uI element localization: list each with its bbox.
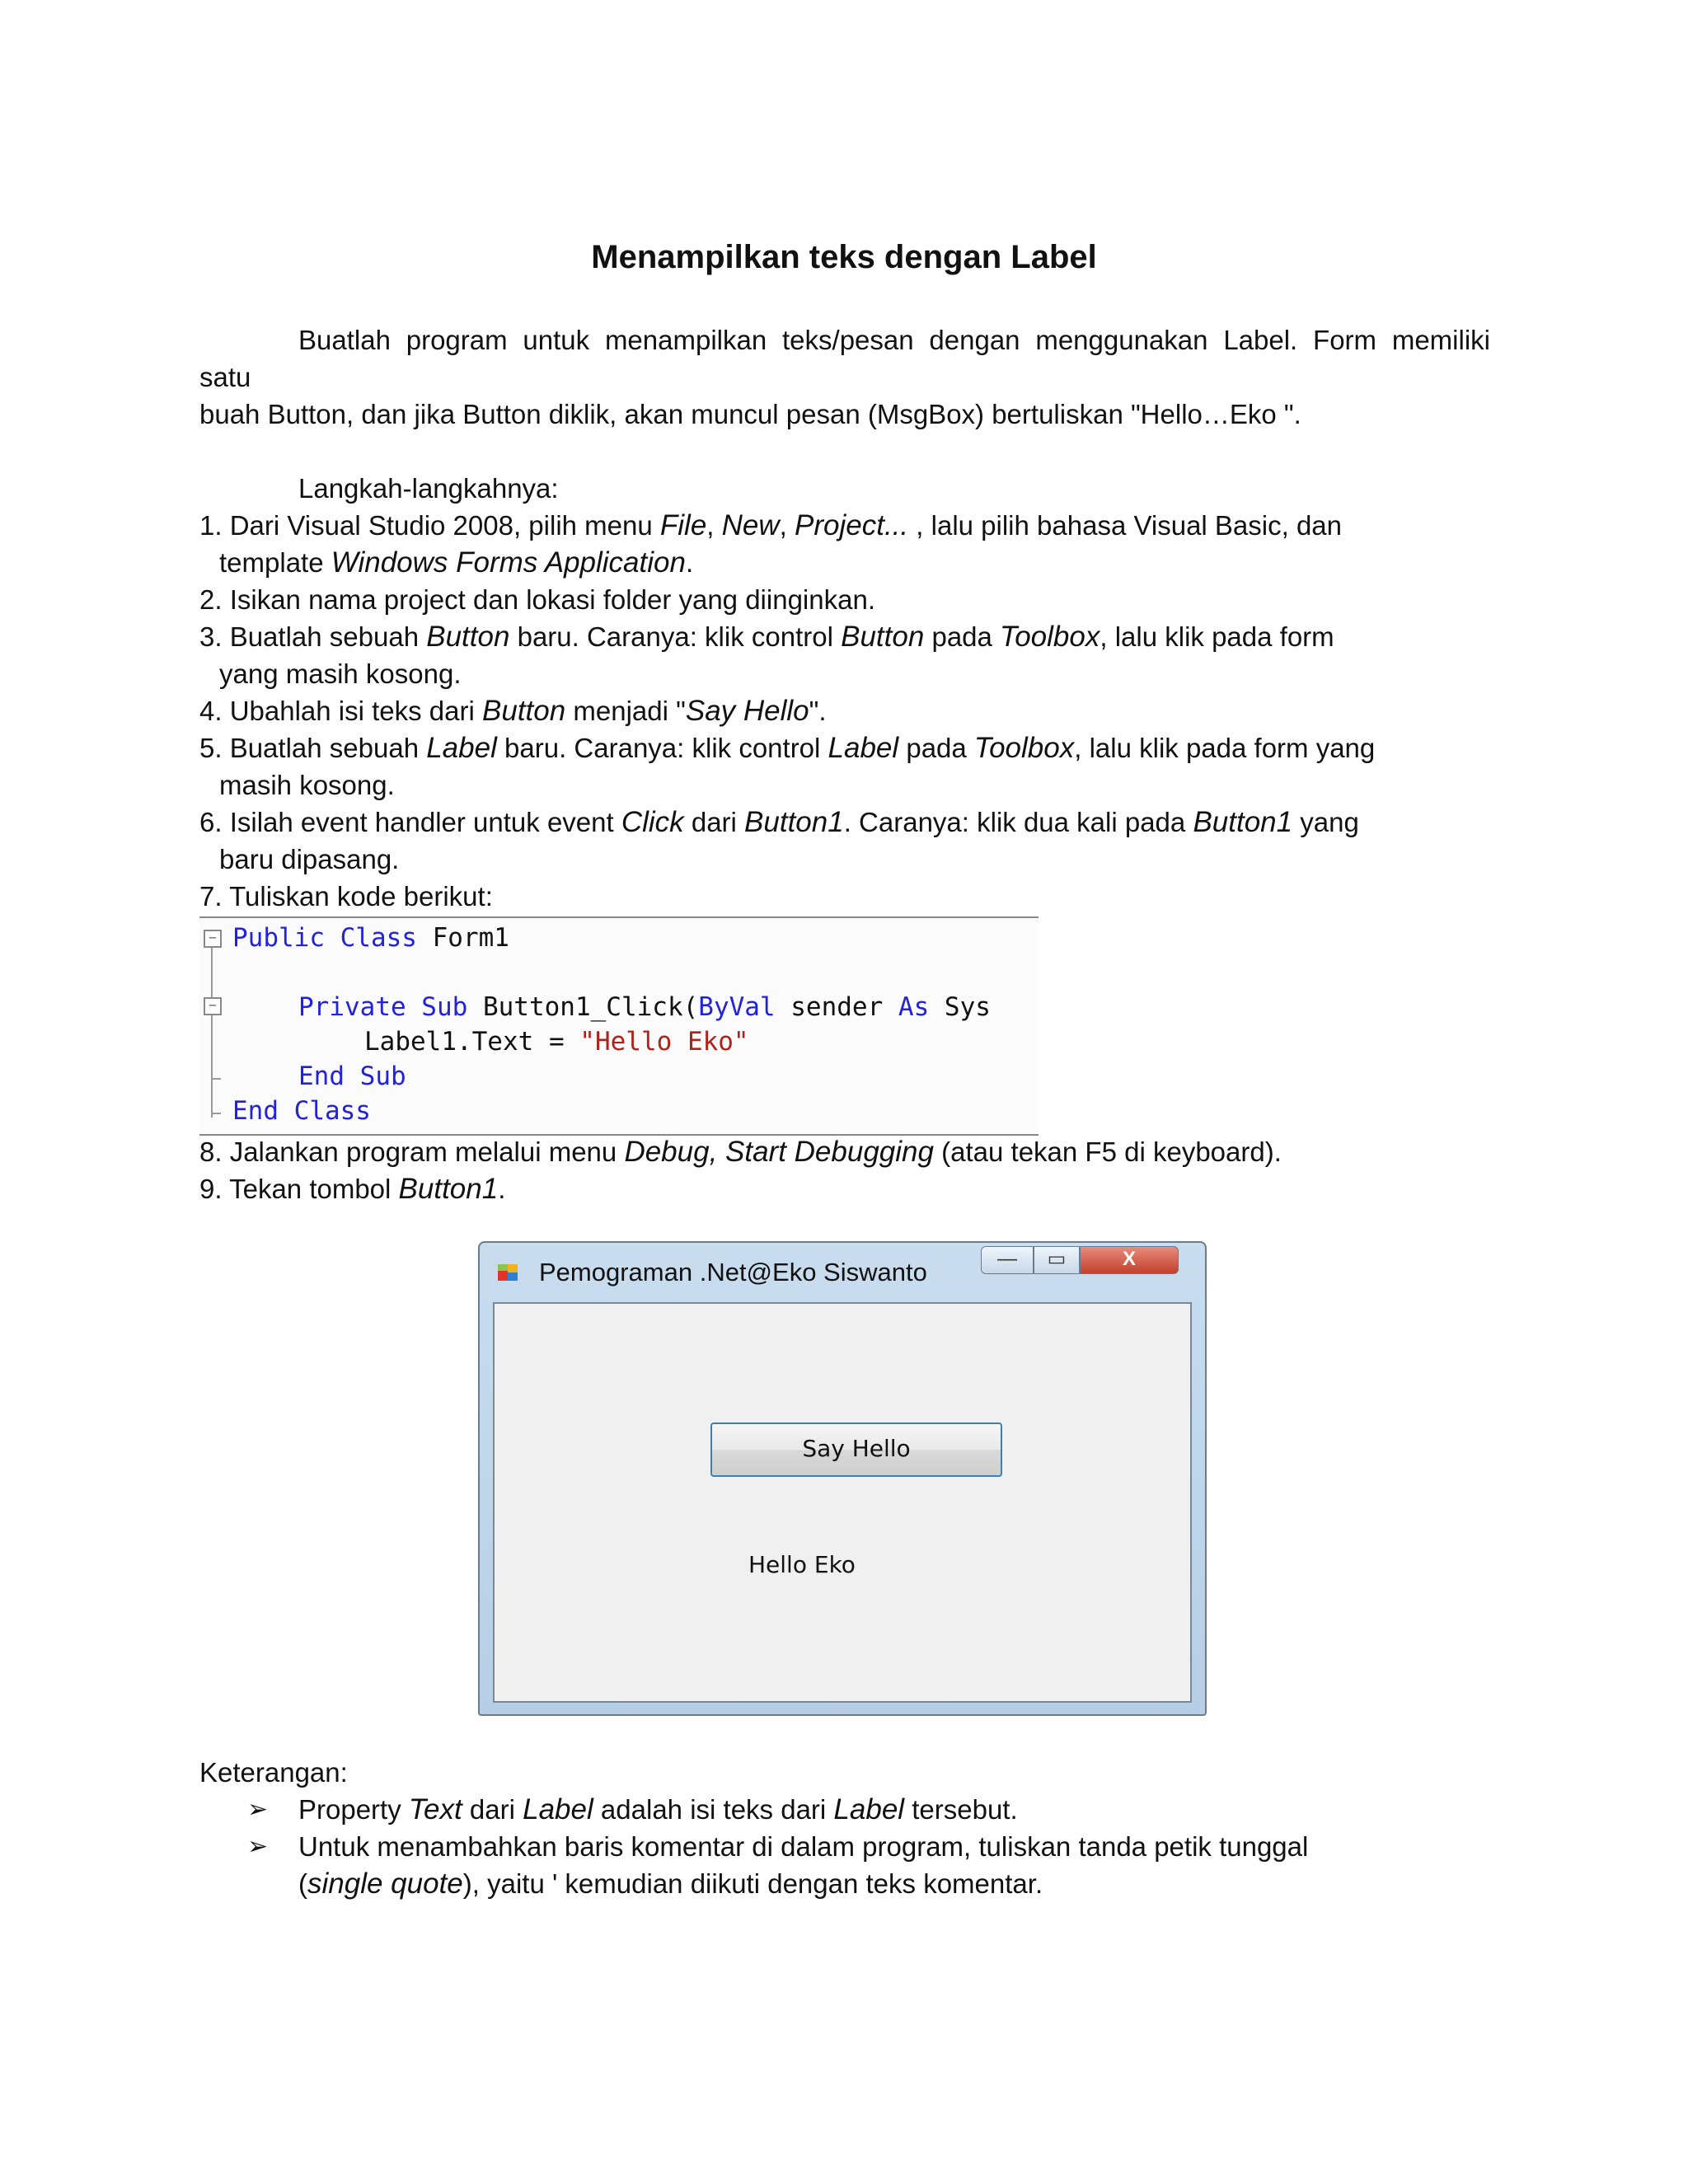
step-italic: Toolbox	[1000, 621, 1100, 653]
step-6-continuation: baru dipasang.	[219, 844, 400, 874]
step-text: 4. Ubahlah isi teks dari	[199, 696, 483, 726]
fold-collapse-icon: −	[204, 930, 222, 948]
step-1-continuation	[199, 544, 1342, 581]
code-gutter-tick	[211, 1113, 221, 1114]
step-text: 1. Dari Visual Studio 2008, pilih menu	[199, 510, 660, 541]
step-italic: Toolbox	[973, 732, 1075, 764]
step-italic: Button	[426, 621, 510, 653]
step-text: baru. Caranya: klik control	[509, 621, 842, 652]
step-italic: Button1	[1193, 806, 1293, 838]
bullet-segment: tersebut.	[904, 1794, 1018, 1825]
intro-line-2: satu	[199, 362, 251, 392]
step-4	[199, 692, 827, 729]
form-window-screenshot	[478, 1241, 1207, 1716]
code-line-4	[298, 1062, 406, 1091]
step-text: 2. Isikan nama project dan lokasi folder yang diinginkan.	[199, 584, 875, 615]
say-hello-button[interactable]: Say Hello	[710, 1422, 1002, 1477]
step-italic: Project...	[795, 509, 909, 541]
arrow-bullet-icon: ➢	[247, 1796, 269, 1823]
step-5	[199, 729, 1375, 804]
step-text: ,	[779, 510, 795, 541]
arrow-bullet-icon: ➢	[247, 1833, 269, 1860]
code-line-1	[232, 923, 509, 953]
minimize-button[interactable]: —	[981, 1246, 1034, 1274]
code-text: Form1	[416, 923, 509, 953]
step-text: yang	[1292, 807, 1359, 837]
step-italic: Debug, Start Debugging	[624, 1136, 934, 1168]
code-snippet	[199, 916, 1039, 1136]
step-text: 3. Buatlah sebuah	[199, 621, 427, 652]
step-text: (atau tekan F5 di keyboard).	[933, 1137, 1282, 1167]
step-italic: Button	[841, 621, 925, 653]
step-3-continuation: yang masih kosong.	[219, 658, 462, 689]
bullet-italic: Label	[523, 1793, 593, 1825]
step-text: .	[498, 1174, 506, 1204]
step-text: .	[685, 547, 694, 578]
window-title: Pemograman .Net@Eko Siswanto	[539, 1258, 927, 1286]
step-text: . Caranya: klik dua kali pada	[843, 807, 1193, 837]
step-8	[199, 1133, 1282, 1170]
step-text: pada	[898, 733, 974, 763]
step-text: , lalu pilih bahasa Visual Basic, dan	[908, 510, 1343, 541]
step-italic: Button	[482, 695, 566, 727]
step-text: menjadi "	[565, 696, 686, 726]
form-client-area	[493, 1302, 1192, 1703]
code-keyword: ByVal	[698, 992, 776, 1022]
fold-collapse-icon: −	[204, 997, 222, 1015]
intro-paragraph	[199, 321, 1490, 433]
step-italic: Say Hello	[685, 695, 809, 727]
step-1	[199, 507, 1342, 581]
step-7	[199, 878, 493, 915]
bullet-italic: single quote	[307, 1868, 463, 1900]
step-text: template	[219, 547, 331, 578]
step-text: 9. Tekan tombol	[199, 1174, 399, 1204]
step-italic: Windows Forms Application	[331, 546, 686, 579]
code-text: Button1_Click(	[467, 992, 699, 1022]
bullet-text: Untuk menambahkan baris komentar di dalam program, tuliskan tanda petik tunggal	[298, 1831, 1309, 1862]
step-italic: Button1	[744, 806, 844, 838]
step-text: dari	[683, 807, 745, 837]
bullet-italic: Text	[408, 1793, 462, 1825]
bullet-item-1	[247, 1791, 1018, 1828]
step-text: pada	[924, 621, 1001, 652]
bullet-text-continuation	[247, 1865, 1308, 1902]
code-line-3	[364, 1027, 749, 1057]
app-window-icon	[496, 1261, 521, 1286]
code-gutter-line	[211, 940, 213, 1118]
code-keyword: As	[898, 992, 930, 1022]
code-text: Sys	[929, 992, 991, 1022]
step-9	[199, 1170, 505, 1207]
bullet-text	[247, 1791, 1018, 1828]
code-text: sender	[775, 992, 898, 1022]
step-italic: Click	[621, 806, 684, 838]
code-line-2	[298, 992, 991, 1022]
step-italic: Button1	[398, 1173, 499, 1205]
step-text: 6. Isilah event handler untuk event	[199, 807, 621, 837]
step-2	[199, 581, 875, 618]
code-keyword: Private Sub	[298, 992, 468, 1022]
step-text: baru. Caranya: klik control	[496, 733, 828, 763]
code-keyword: End Sub	[298, 1062, 406, 1091]
step-italic: Label	[426, 732, 497, 764]
code-string: "Hello Eko"	[579, 1027, 749, 1057]
code-line-5	[232, 1096, 371, 1126]
step-5-continuation: masih kosong.	[219, 770, 395, 800]
step-italic: File	[659, 509, 707, 541]
step-6	[199, 804, 1359, 878]
step-text: , lalu klik pada form yang	[1074, 733, 1376, 763]
maximize-button[interactable]: ▭	[1034, 1246, 1080, 1274]
code-keyword: End Class	[232, 1096, 371, 1126]
bullet-italic: Label	[833, 1793, 905, 1825]
step-italic: New	[721, 509, 780, 541]
step-italic: Label	[828, 732, 899, 764]
intro-line-1: Buatlah program untuk menampilkan teks/pesan dengan menggunakan Label. Form memiliki	[298, 325, 1490, 355]
bullet-segment: Property	[298, 1794, 409, 1825]
bullet-item-2	[247, 1828, 1308, 1902]
steps-heading: Langkah-langkahnya:	[298, 473, 559, 504]
step-text: , lalu klik pada form	[1100, 621, 1334, 652]
step-text: 8. Jalankan program melalui menu	[199, 1137, 625, 1167]
close-button[interactable]: X	[1080, 1246, 1179, 1274]
hello-label: Hello Eko	[748, 1551, 856, 1578]
step-3	[199, 618, 1334, 692]
page-title: Menampilkan teks dengan Label	[591, 239, 1097, 275]
bullet-segment: adalah isi teks dari	[593, 1794, 834, 1825]
code-keyword: Public Class	[232, 923, 417, 953]
keterangan-heading: Keterangan:	[199, 1757, 348, 1788]
step-text: 5. Buatlah sebuah	[199, 733, 427, 763]
bullet-segment: ), yaitu ' kemudian diikuti dengan teks komentar.	[462, 1868, 1043, 1899]
code-gutter-tick	[211, 1078, 221, 1080]
bullet-segment: (	[298, 1868, 307, 1899]
bullet-segment: dari	[462, 1794, 523, 1825]
step-text: 7. Tuliskan kode berikut:	[199, 881, 493, 912]
code-text: Label1.Text =	[364, 1027, 580, 1057]
step-text: ,	[706, 510, 722, 541]
intro-line-3: buah Button, dan jika Button diklik, akan muncul pesan (MsgBox) bertuliskan "Hello…Eko ".	[199, 399, 1301, 429]
step-text: ".	[809, 696, 827, 726]
